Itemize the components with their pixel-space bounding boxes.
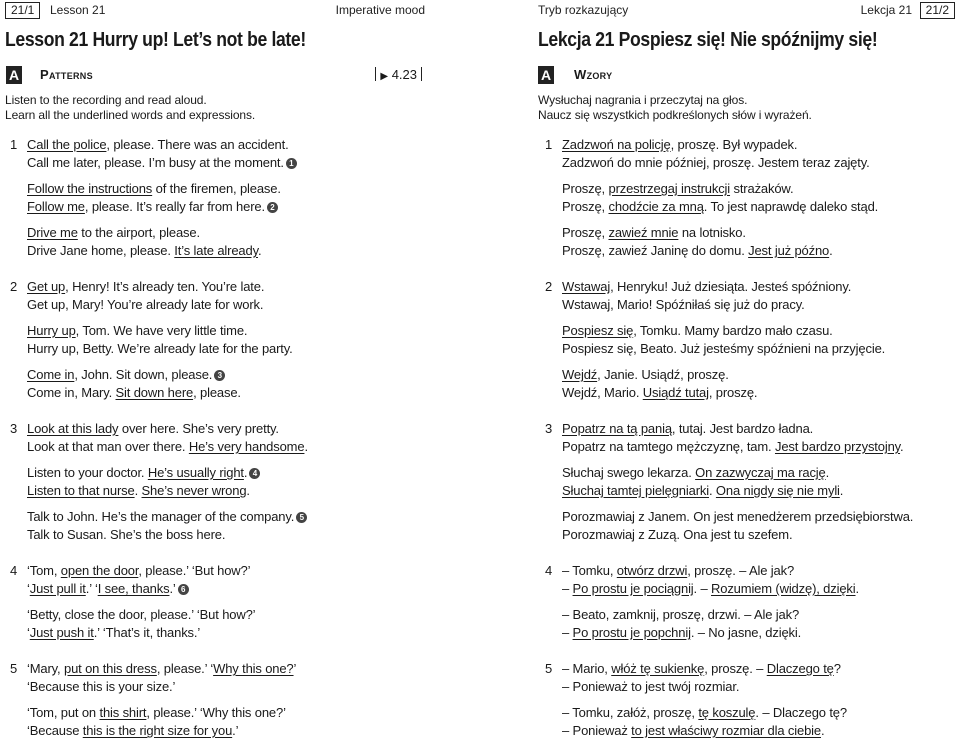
text-line [562,438,904,456]
underlined-phrase: Usiądź tutaj [642,385,709,400]
line-text: Talk to Susan. She’s the boss here. [27,527,226,542]
text-line [562,508,913,526]
underlined-phrase: Rozumiem (widzę), dzięki [711,581,856,596]
underlined-phrase: put on this dress [64,661,157,676]
text-line [27,704,286,722]
text-line [27,322,247,340]
text-line [562,678,739,696]
text-line [562,296,805,314]
section-letter: A [538,66,554,84]
instructions [5,93,255,123]
line-text: strażaków. [730,181,794,196]
line-text: , please. [193,385,241,400]
text-line [27,384,241,402]
underlined-phrase: I see, thanks [97,581,170,596]
line-text: of the firemen, please. [152,181,281,196]
text-line [27,224,200,242]
text-line [562,278,851,296]
item-number: 4 [10,563,18,578]
lesson-title: Lekcja 21 Pospiesz się! Nie spóźnijmy się! [538,29,878,51]
line-text: , Henry! It’s already ten. You’re late. [65,279,265,294]
line-text: Listen to your doctor. [27,465,148,480]
text-line [27,722,238,740]
text-line [27,296,263,314]
footnote-marker: 5 [296,512,307,523]
underlined-phrase: He’s very handsome [188,439,305,454]
underlined-phrase: Jest już późno [748,243,830,258]
line-text: Proszę, [562,199,609,214]
line-text: Proszę, zawieź Janinę do domu. [562,243,749,258]
page-number-box [5,2,40,19]
underlined-phrase: Follow the instructions [27,181,153,196]
line-text: . – [693,581,712,596]
text-line [27,526,225,544]
line-text: . [839,483,844,498]
line-text: – Beato, zamknij, proszę, drzwi. – Ale jak? [562,607,800,622]
line-text: Porozmawiaj z Zuzą. Ona jest tu szefem. [562,527,793,542]
section-title: Patterns [40,67,93,82]
item-number: 5 [545,661,553,676]
text-line [27,464,260,482]
play-icon: ▶ [380,71,389,82]
header-lesson: Lekcja 21 [860,3,912,17]
line-text: . [134,483,142,498]
line-text: ‘Mary, [27,661,64,676]
line-text: , please.’ ‘But how?’ [138,563,251,578]
audio-track-marker[interactable] [371,66,426,86]
text-line [562,224,746,242]
line-text: , please. It’s really far from here. [84,199,265,214]
text-line [27,198,278,216]
page-number: 21/2 [925,3,949,17]
line-text: , please. There was an accident. [106,137,289,152]
line-text: , Henryku! Już dziesiąta. Jesteś spóźniony. [610,279,852,294]
line-text: . [708,483,716,498]
text-line [562,136,797,154]
text-line [562,624,801,642]
text-line [27,340,293,358]
text-line [27,580,189,598]
line-text: Get up, Mary! You’re already late for work. [27,297,264,312]
item-number: 2 [10,279,18,294]
underlined-phrase: Ona nigdy się nie myli [715,483,840,498]
text-line [27,624,200,642]
line-text: . [900,439,904,454]
text-line [562,482,843,500]
text-line [27,366,225,384]
line-text: , Tomku. Mamy bardzo mało czasu. [633,323,833,338]
line-text: Popatrz na tamtego mężczyznę, tam. [562,439,775,454]
line-text: . [257,243,262,258]
underlined-phrase: Dlaczego tę [766,661,834,676]
line-text: .’ [232,723,239,738]
underlined-phrase: Słuchaj tamtej pielęgniarki [562,483,709,498]
line-text: ’ [293,661,297,676]
text-line [27,180,281,198]
line-text: Drive Jane home, please. [27,243,175,258]
item-number: 3 [10,421,18,436]
line-text: – Ponieważ to jest twój rozmiar. [562,679,740,694]
line-text: – [562,625,573,640]
underlined-phrase: Popatrz na tą panią [562,421,672,436]
underlined-phrase: He’s usually right [147,465,244,480]
text-line [562,242,833,260]
line-text: ‘ [27,625,30,640]
text-line [562,606,799,624]
item-number: 5 [10,661,18,676]
text-line [27,678,175,696]
text-line [562,340,885,358]
item-number: 4 [545,563,553,578]
underlined-phrase: On zazwyczaj ma rację [695,465,826,480]
text-line [27,660,296,678]
underlined-phrase: włóż tę sukienkę [611,661,705,676]
underlined-phrase: zawieź mnie [608,225,679,240]
line-text: Wejdź, Mario. [562,385,643,400]
line-text: Proszę, [562,181,609,196]
section-header [0,66,480,86]
line-text: – Mario, [562,661,612,676]
underlined-phrase: Jest bardzo przystojny [774,439,901,454]
line-text: over here. She’s very pretty. [118,421,279,436]
line-text: ‘Because this is your size.’ [27,679,176,694]
text-line [27,278,264,296]
line-text: Słuchaj swego lekarza. [562,465,696,480]
text-line [562,322,833,340]
line-text: , Janie. Usiądź, proszę. [597,367,729,382]
line-text: . – No jasne, dzięki. [690,625,802,640]
line-text: , John. Sit down, please. [74,367,213,382]
underlined-phrase: She’s never wrong [141,483,247,498]
line-text: – Tomku, [562,563,617,578]
line-text: Wstawaj, Mario! Spóźniłaś się już do pracy. [562,297,805,312]
item-number: 1 [10,137,18,152]
lesson-title: Lesson 21 Hurry up! Let’s not be late! [5,29,306,51]
line-text: Hurry up, Betty. We’re already late for the party. [27,341,293,356]
line-text: , proszę. – Ale jak? [687,563,795,578]
text-line [27,508,307,526]
instructions [538,93,812,123]
line-text: ‘Tom, put on [27,705,100,720]
header-topic: Imperative mood [335,3,425,17]
text-line [27,420,279,438]
text-line [27,606,255,624]
line-text: ‘Betty, close the door, please.’ ‘But how?’ [27,607,256,622]
underlined-phrase: this shirt [99,705,147,720]
footnote-marker: 3 [214,370,225,381]
text-line [27,482,250,500]
line-text: ‘Because [27,723,83,738]
line-text: Call me later, please. I’m busy at the moment. [27,155,284,170]
line-text: – [562,581,573,596]
line-text: . [243,465,248,480]
text-line [562,198,878,216]
instruction-line: Wysłuchaj nagrania i przeczytaj na głos. [538,93,748,107]
line-text: , tutaj. Jest bardzo ładna. [671,421,814,436]
divider [375,67,376,81]
text-line [27,562,250,580]
underlined-phrase: Follow me [27,199,85,214]
underlined-phrase: otwórz drzwi [616,563,688,578]
instruction-line: Learn all the underlined words and expressions. [5,108,256,122]
underlined-phrase: Call the police [27,137,107,152]
line-text: . To jest naprawdę daleko stąd. [703,199,879,214]
underlined-phrase: Why this one? [213,661,294,676]
header-lesson: Lesson 21 [50,3,106,17]
line-text: . – Dlaczego tę? [755,705,847,720]
underlined-phrase: Wstawaj [562,279,611,294]
text-line [27,136,289,154]
line-text: , please.’ ‘ [156,661,214,676]
underlined-phrase: Just push it [29,625,94,640]
line-text: . [304,439,308,454]
section-header [480,66,960,86]
line-text: – Ponieważ [562,723,632,738]
line-text: – Tomku, załóż, proszę, [562,705,699,720]
line-text: ? [833,661,841,676]
line-text: Zadzwoń do mnie później, proszę. Jestem teraz zajęty. [562,155,870,170]
text-line [562,562,794,580]
line-text: , proszę. Był wypadek. [670,137,798,152]
underlined-phrase: Come in [27,367,75,382]
instruction-line: Listen to the recording and read aloud. [5,93,207,107]
page-number-box [920,2,955,19]
underlined-phrase: Zadzwoń na policję [562,137,671,152]
line-text: Porozmawiaj z Janem. On jest menedżerem przedsiębiorstwa. [562,509,914,524]
text-line [562,180,793,198]
line-text: Look at that man over there. [27,439,189,454]
text-line [562,464,829,482]
underlined-phrase: Get up [27,279,66,294]
line-text: . [821,723,825,738]
underlined-phrase: It’s late already [174,243,258,258]
item-number: 2 [545,279,553,294]
text-line [562,420,813,438]
line-text: ‘ [27,581,30,596]
item-number: 3 [545,421,553,436]
underlined-phrase: Wejdź [562,367,598,382]
footnote-marker: 2 [267,202,278,213]
line-text: Talk to John. He’s the manager of the company. [27,509,295,524]
line-text: , proszę. [708,385,758,400]
underlined-phrase: Sit down here [115,385,194,400]
underlined-phrase: open the door [60,563,139,578]
line-text: Proszę, [562,225,609,240]
line-text: ‘Tom, [27,563,61,578]
underlined-phrase: Drive me [27,225,78,240]
line-text: . [829,243,833,258]
underlined-phrase: Pospiesz się [562,323,634,338]
underlined-phrase: przestrzegaj instrukcji [608,181,731,196]
text-line [27,154,297,172]
underlined-phrase: Just pull it [29,581,86,596]
text-line [562,384,757,402]
instruction-line: Naucz się wszystkich podkreślonych słów i wyrażeń. [538,108,812,122]
underlined-phrase: this is the right size for you [82,723,233,738]
underlined-phrase: Hurry up [27,323,76,338]
section-letter: A [6,66,22,84]
line-text: .’ [169,581,176,596]
footnote-marker: 6 [178,584,189,595]
line-text: , proszę. – [704,661,767,676]
line-text: , Tom. We have very little time. [75,323,248,338]
text-line [562,366,729,384]
line-text: . [246,483,250,498]
line-text: . [855,581,859,596]
line-text: Pospiesz się, Beato. Już jesteśmy spóźnieni na przyjęcie. [562,341,886,356]
line-text: .’ ‘ [85,581,98,596]
underlined-phrase: Po prostu je pociągnij [572,581,694,596]
underlined-phrase: tę koszulę [698,705,756,720]
line-text: na lotnisko. [678,225,746,240]
text-line [562,580,859,598]
footnote-marker: 4 [249,468,260,479]
text-line [562,660,841,678]
line-text: .’ ‘That’s it, thanks.’ [93,625,201,640]
item-number: 1 [545,137,553,152]
text-line [562,704,847,722]
underlined-phrase: Look at this lady [27,421,119,436]
line-text: Come in, Mary. [27,385,116,400]
underlined-phrase: to jest właściwy rozmiar dla ciebie [631,723,821,738]
footnote-marker: 1 [286,158,297,169]
text-line [562,722,824,740]
underlined-phrase: Po prostu je popchnij [572,625,691,640]
underlined-phrase: chodźcie za mną [608,199,704,214]
line-text: , please.’ ‘Why this one?’ [146,705,286,720]
text-line [27,242,261,260]
header-topic: Tryb rozkazujący [538,3,629,17]
right-page [480,0,960,744]
text-line [27,438,308,456]
text-line [562,526,792,544]
section-title: Wzory [574,67,613,82]
text-line [562,154,870,172]
underlined-phrase: Listen to that nurse [27,483,135,498]
divider [421,67,422,81]
audio-track-number: 4.23 [391,67,417,82]
line-text: to the airport, please. [77,225,200,240]
line-text: . [825,465,830,480]
page-number: 21/1 [11,3,35,17]
